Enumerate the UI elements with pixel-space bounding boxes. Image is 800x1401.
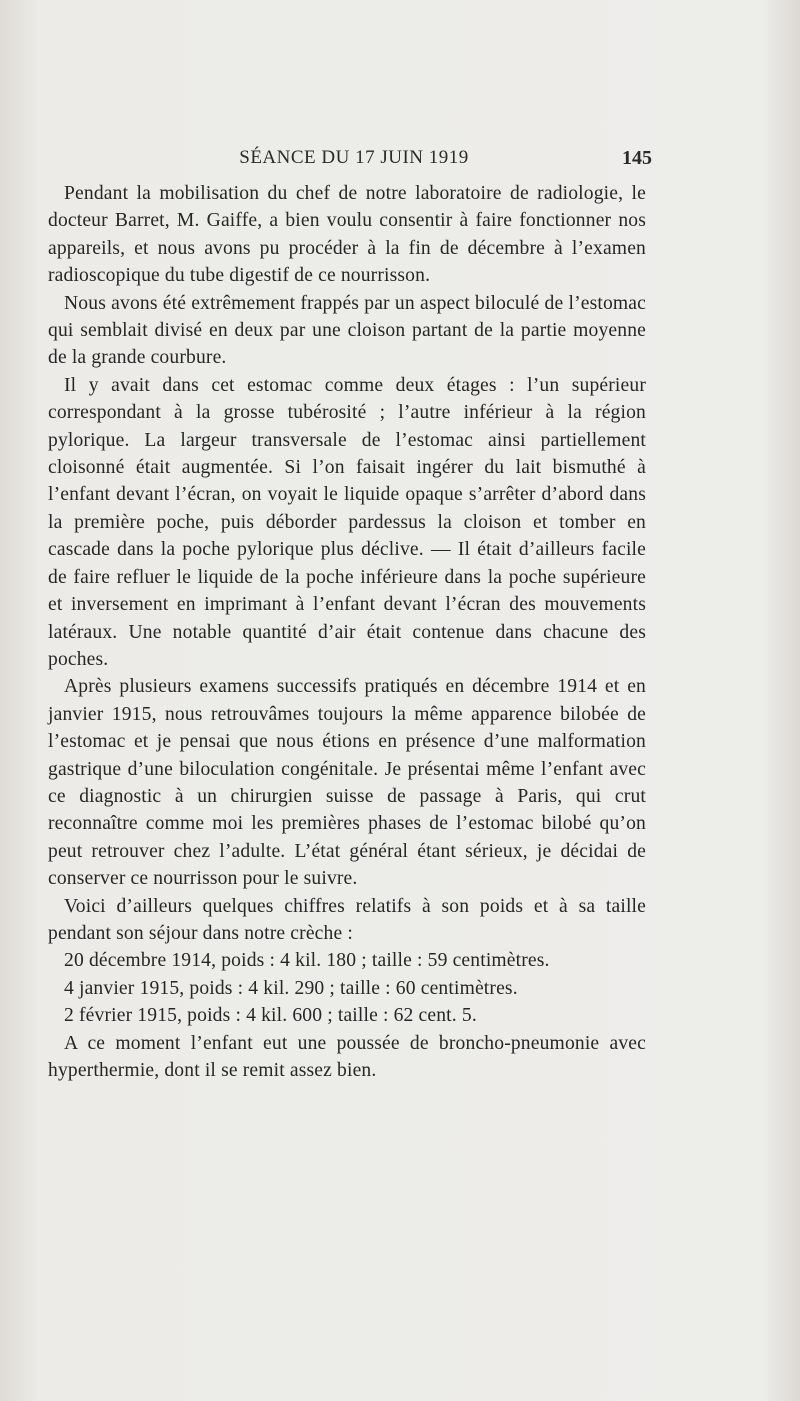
page-header xyxy=(56,147,652,173)
running-title: SÉANCE DU 17 JUIN 1919 xyxy=(239,147,469,168)
measurement-entry: 4 janvier 1915, poids : 4 kil. 290 ; taille : 60 centimètres. xyxy=(64,977,518,999)
body-text xyxy=(48,180,646,1084)
paragraph: Après plusieurs examens successifs pratiqués en décembre 1914 et en janvier 1915, nous retrouvâmes toujours la même apparence bilobée de l’estomac et je pensai que nous étions en présence d’une malformation gastrique d’une biloculation congénitale. Je présentai même l’enfant avec ce diagnostic à un chirurgien suisse de passage à Paris, qui crut reconnaître comme moi les premières phases de l’estomac bilobé qu’on peut retrouver chez l’adulte. L’état général étant sérieux, je décidai de conserver ce nourrisson pour le suivre. xyxy=(48,676,646,890)
paragraph: Voici d’ailleurs quelques chiffres relatifs à son poids et à sa taille pendant son séjour dans notre crèche : xyxy=(48,895,646,944)
measurement-entry: 20 décembre 1914, poids : 4 kil. 180 ; taille : 59 centimètres. xyxy=(64,950,550,972)
page-number: 145 xyxy=(622,147,652,169)
paragraph: A ce moment l’enfant eut une poussée de broncho-pneumonie avec hyperthermie, dont il se remit assez bien. xyxy=(48,1032,646,1081)
paragraph: Pendant la mobilisation du chef de notre laboratoire de radiologie, le docteur Barret, M. Gaiffe, a bien voulu consentir à faire fonctionner nos appareils, et nous avons pu procéder à la fin de décembre à l’examen radioscopique du tube digestif de ce nourrisson. xyxy=(48,183,646,287)
paragraph: Nous avons été extrêmement frappés par un aspect biloculé de l’estomac qui semblait divisé en deux par une cloison partant de la partie moyenne de la grande courbure. xyxy=(48,292,646,369)
measurement-entry: 2 février 1915, poids : 4 kil. 600 ; taille : 62 cent. 5. xyxy=(64,1005,477,1027)
paragraph: Il y avait dans cet estomac comme deux étages : l’un supérieur correspondant à la grosse tubérosité ; l’autre inférieur à la région pylorique. La largeur transversale de l’estomac ainsi partiellement cloisonné était augmentée. Si l’on faisait ingérer du lait bismuthé à l’enfant devant l’écran, on voyait le liquide opaque s’arrêter d’abord dans la première poche, puis déborder pardessus la cloison et tomber en cascade dans la poche pylorique plus déclive. — Il était d’ailleurs facile de faire refluer le liquide de la poche inférieure dans la poche supérieure et inversement en imprimant à l’enfant devant l’écran des mouvements latéraux. Une notable quantité d’air était contenue dans chacune des poches. xyxy=(48,374,646,670)
